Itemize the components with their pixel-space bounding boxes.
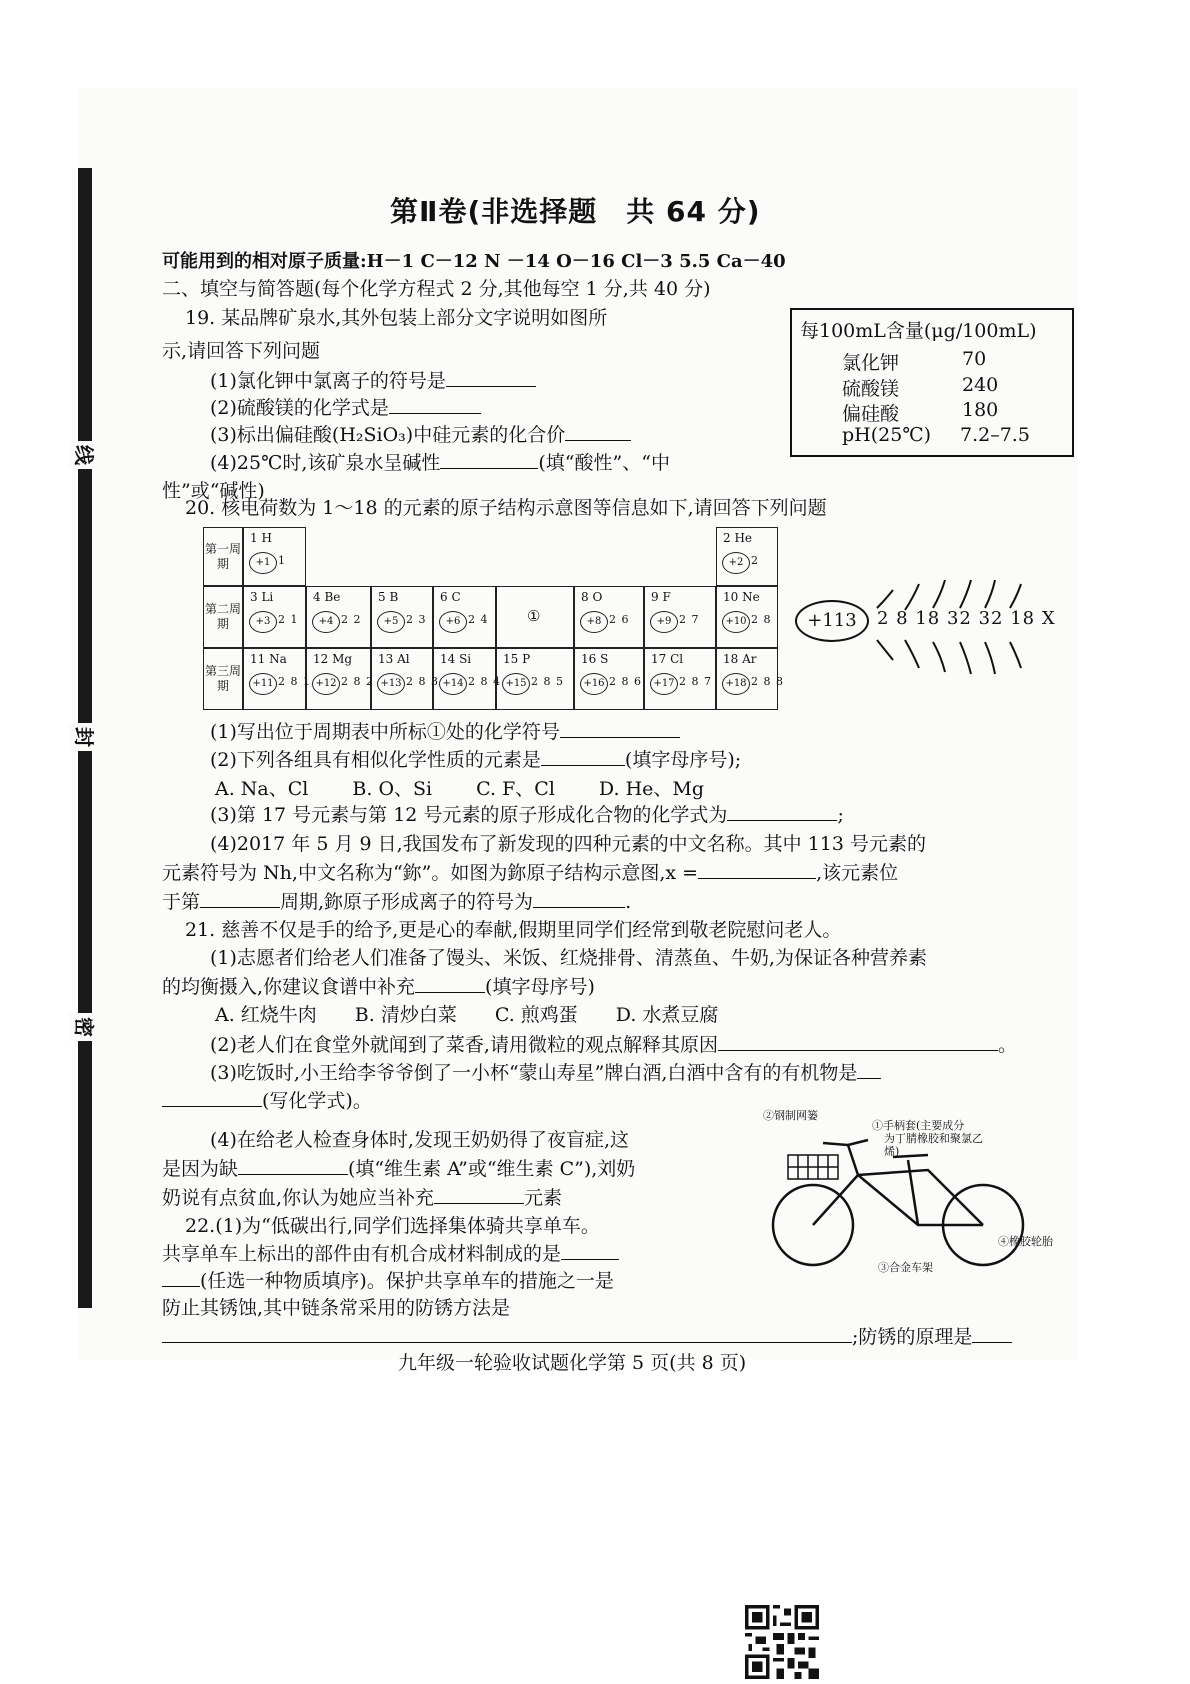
electron-shells: 2 8 8 [751,675,784,688]
label-row-name: 硫酸镁 [842,378,900,400]
label-row-value: 240 [962,374,999,396]
q19-part4-text: (4)25℃时,该矿泉水呈碱性 [210,452,441,474]
section-heading: 二、填空与简答题(每个化学方程式 2 分,其他每空 1 分,共 40 分) [162,278,711,300]
answer-blank[interactable] [434,1185,524,1204]
q22-part1-text: 共享单车上标出的部件由有机合成材料制成的是 [162,1243,562,1265]
element-label: 9 F [651,590,671,604]
nucleus: +12 [312,673,340,695]
q22-part1-text-c: ;防锈的原理是 [852,1326,973,1348]
nucleus: +18 [722,673,750,695]
answer-blank[interactable] [238,1156,348,1175]
answer-blank[interactable] [415,974,485,993]
element-label: 17 Cl [651,652,684,666]
atomic-masses: 可能用到的相对原子质量:H－1 C－12 N －14 O－16 Cl－3 5.5 Ca－40 [162,251,786,272]
element-label: 15 P [503,652,531,666]
bike-label-basket: ②钢制网篓 [763,1109,818,1122]
q20-part2 [210,745,741,772]
nucleus: +9 [650,611,678,633]
q21-part1-text: 的均衡摄入,你建议食谱中补充 [162,976,416,998]
nh-atom-diagram [795,580,1075,680]
label-row-value: 70 [962,348,987,370]
q21-part4-end: 元素 [524,1187,563,1209]
q20-part3 [210,800,844,827]
element-cell [243,586,306,648]
q22-part1-hint: (任选一种物质填序)。保护共享单车的措施之一是 [200,1270,614,1292]
answer-blank[interactable] [389,395,481,414]
electron-shells: 2 8 7 [679,675,712,688]
element-label: 16 S [581,652,609,666]
answer-blank[interactable] [560,719,680,738]
bike-label-tire: ④橡胶轮胎 [998,1235,1053,1248]
nucleus: +10 [722,611,750,633]
element-cell [574,648,644,710]
element-cell [716,527,778,586]
q19-part1-text: (1)氯化钾中氯离子的符号是 [210,370,446,392]
element-cell-unknown [496,586,574,648]
q19-part2 [210,393,481,420]
bike-label-grip-2: 为丁腈橡胶和聚氯乙 [884,1132,983,1145]
q19-part4 [210,448,670,475]
nucleus: +2 [722,552,750,574]
q20-part3-end: ; [837,804,844,826]
q20-part4-end: . [625,891,632,913]
element-cell [371,648,439,710]
electron-shells: 2 [751,554,759,567]
q21-part4-text-b: 奶说有点贫血,你认为她应当补充 [162,1187,435,1209]
q21-part3-text: (3)吃饭时,小王给李爷爷倒了一小杯“蒙山寿星”牌白酒,白酒中含有的有机物是 [210,1062,858,1084]
element-label: 8 O [581,590,603,604]
label-row-value: 180 [962,399,999,421]
bike-label-grip-3: 烯) [884,1145,900,1158]
q20-part4-line1: (4)2017 年 5 月 9 日,我国发布了新发现的四种元素的中文名称。其中 113 号元素的 [210,833,927,855]
element-cell [371,586,433,648]
bike-label-frame: ③合金车架 [878,1261,933,1274]
q21-part4-hint: (填“维生素 A”或“维生素 C”),刘奶 [348,1158,636,1180]
q20-part1 [210,717,680,744]
nucleus: +6 [439,611,467,633]
period-label: 第二周期 [205,602,242,631]
answer-blank[interactable] [440,450,538,469]
element-cell [243,648,311,710]
q20-part3-text: (3)第 17 号元素与第 12 号元素的原子形成化合物的化学式为 [210,804,728,826]
nucleus: +13 [377,673,405,695]
label-row-value: 7.2–7.5 [960,424,1030,446]
answer-blank[interactable] [718,1032,998,1051]
element-label: 18 Ar [723,652,757,666]
q20-part4-text: 元素符号为 Nh,中文名称为“鉨”。如图为鉨原子结构示意图,x = [162,862,699,884]
answer-blank[interactable] [857,1060,881,1079]
nucleus: +15 [502,673,530,695]
element-cell [496,648,574,710]
q20-part4-text-c: 于第 [162,891,201,913]
q21-part4-line1: (4)在给老人检查身体时,发现王奶奶得了夜盲症,这 [210,1129,629,1151]
q21-part4-line2 [162,1154,635,1181]
electron-shells: 2 1 [278,613,299,626]
period-label-cell [203,527,243,586]
q21-part2 [210,1030,1017,1057]
electron-shells: 2 8 2 [341,675,374,688]
q22-part1-text-b: 防止其锈蚀,其中链条常采用的防锈方法是 [162,1297,511,1319]
nucleus: +16 [580,673,608,695]
nh-shells: 2 8 18 32 32 18 X [877,608,1056,629]
element-cell [716,586,778,648]
q21-part4-text: 是因为缺 [162,1158,239,1180]
electron-shells: 2 8 4 [468,675,501,688]
element-cell [306,648,374,710]
electron-shells: 2 3 [406,613,427,626]
label-row-name: 氯化钾 [842,352,900,374]
answer-blank[interactable] [727,802,837,821]
element-label: 11 Na [250,652,287,666]
element-label: 13 Al [378,652,410,666]
binding-char-mid: 封 [69,723,99,751]
nucleus: +5 [377,611,405,633]
bike-label-grip-1: ①手柄套(主要成分 [872,1119,965,1132]
element-cell [433,586,496,648]
q21-options: A. 红烧牛肉 B. 清炒白菜 C. 煎鸡蛋 D. 水煮豆腐 [215,1004,719,1026]
q21-part3-line1 [210,1058,881,1085]
element-label: 2 He [723,531,753,545]
electron-shells: 2 4 [468,613,489,626]
answer-blank[interactable] [972,1324,1012,1343]
period-label-cell [203,648,243,710]
electron-shells: 2 2 [341,613,362,626]
q21-part1-line2 [162,972,595,999]
element-label: 5 B [378,590,399,604]
q19-part2-text: (2)硫酸镁的化学式是 [210,397,389,419]
nucleus: +3 [249,611,277,633]
periodic-table [203,527,784,710]
nucleus: +17 [650,673,678,695]
nucleus: +11 [249,673,277,695]
electron-shells: 2 8 1 [278,675,311,688]
element-label: 6 C [440,590,461,604]
qr-code-icon [745,1605,819,1679]
element-label: 14 Si [440,652,472,666]
answer-blank[interactable] [698,860,816,879]
element-cell [306,586,371,648]
mineral-water-label-box [790,308,1074,457]
element-label: 4 Be [313,590,341,604]
nucleus: +1 [249,552,277,574]
q21-part2-end: 。 [997,1034,1017,1056]
q19-part1 [210,366,536,393]
q20-part4-text-d: 周期,鉨原子形成离子的符号为 [280,891,534,913]
nucleus: +4 [312,611,340,633]
electron-shells: 2 8 6 [609,675,642,688]
page-title: 第Ⅱ卷(非选择题 共 64 分) [390,195,761,228]
q22-part1-line1: 22.(1)为“低碳出行,同学们选择集体骑共享单车。 [185,1215,600,1237]
q22-part1-line2 [162,1239,619,1266]
electron-shells: 2 7 [679,613,700,626]
q21-part1-line1: (1)志愿者们给老人们准备了馒头、米饭、红烧排骨、清蒸鱼、牛奶,为保证各种营养素 [210,947,927,969]
q20-part2-hint: (填字母序号); [624,749,742,771]
q21-part4-line3 [162,1183,562,1210]
q19-part3 [210,420,631,447]
answer-blank[interactable] [162,1324,852,1343]
element-cell [433,648,501,710]
electron-shells: 1 [278,554,286,567]
nucleus: +8 [580,611,608,633]
label-row-name: 偏硅酸 [842,403,900,425]
answer-blank[interactable] [446,368,536,387]
q20-part4-line3 [162,887,631,914]
answer-blank[interactable] [162,1088,262,1107]
element-cell [644,648,716,710]
q20-part4-text-b: ,该元素位 [816,862,899,884]
q20-part2-text: (2)下列各组具有相似化学性质的元素是 [210,749,541,771]
period-label-cell [203,586,243,648]
q19-intro-1: 19. 某品牌矿泉水,其外包装上部分文字说明如图所 [185,307,608,329]
nh-nucleus: +113 [795,600,869,642]
binding-char-bot: 密 [69,1013,99,1041]
answer-blank[interactable] [200,889,280,908]
mark-1: ① [527,607,541,625]
period-label: 第一周期 [205,542,242,571]
q21-part3-hint: (写化学式)。 [262,1090,372,1112]
electron-shells: 2 8 3 [406,675,439,688]
q20-part1-text: (1)写出位于周期表中所标①处的化学符号 [210,721,560,743]
q21-part3-line2 [162,1086,372,1113]
nucleus: +14 [439,673,467,695]
q22-part1-line3 [162,1266,614,1293]
label-header: 每100mL含量(μg/100mL) [800,320,1037,342]
binding-char-top: 线 [69,441,99,469]
electron-shells: 2 6 [609,613,630,626]
answer-blank[interactable] [561,1241,619,1260]
element-label: 10 Ne [723,590,760,604]
element-cell [243,527,306,586]
q20-intro: 20. 核电荷数为 1～18 的元素的原子结构示意图等信息如下,请回答下列问题 [185,497,827,519]
q19-intro-2: 示,请回答下列问题 [162,340,321,362]
element-cell [716,648,784,710]
period-label: 第三周期 [205,664,242,693]
q22-part1-line5 [162,1322,1012,1349]
q20-options: A. Na、Cl B. O、Si C. F、Cl D. He、Mg [215,778,705,800]
q19-part4-cont: 性”或“碱性) [162,480,265,502]
page-footer: 九年级一轮验收试题化学第 5 页(共 8 页) [398,1352,747,1374]
element-label: 3 Li [250,590,274,604]
answer-blank[interactable] [533,889,625,908]
q19-part4-hint: (填“酸性”、“中 [538,452,670,474]
electron-shells: 2 8 5 [531,675,564,688]
answer-blank[interactable] [565,422,631,441]
q19-part3-text: (3)标出偏硅酸(H₂SiO₃)中硅元素的化合价 [210,424,566,446]
answer-blank[interactable] [541,747,625,766]
q22-part1-line4 [162,1293,510,1320]
element-label: 12 Mg [313,652,353,666]
q21-part2-text: (2)老人们在食堂外就闻到了菜香,请用微粒的观点解释其原因 [210,1034,718,1056]
q20-part4-line2 [162,858,898,885]
q21-part1-hint: (填字母序号) [485,976,595,998]
answer-blank[interactable] [162,1268,200,1287]
element-label: 1 H [250,531,272,545]
label-row-name: pH(25℃) [842,424,931,446]
element-cell [644,586,716,648]
q21-intro: 21. 慈善不仅是手的给予,更是心的奉献,假期里同学们经常到敬老院慰问老人。 [185,919,842,941]
bike-figure [763,1109,1068,1280]
electron-shells: 2 8 [751,613,772,626]
element-cell [574,586,644,648]
